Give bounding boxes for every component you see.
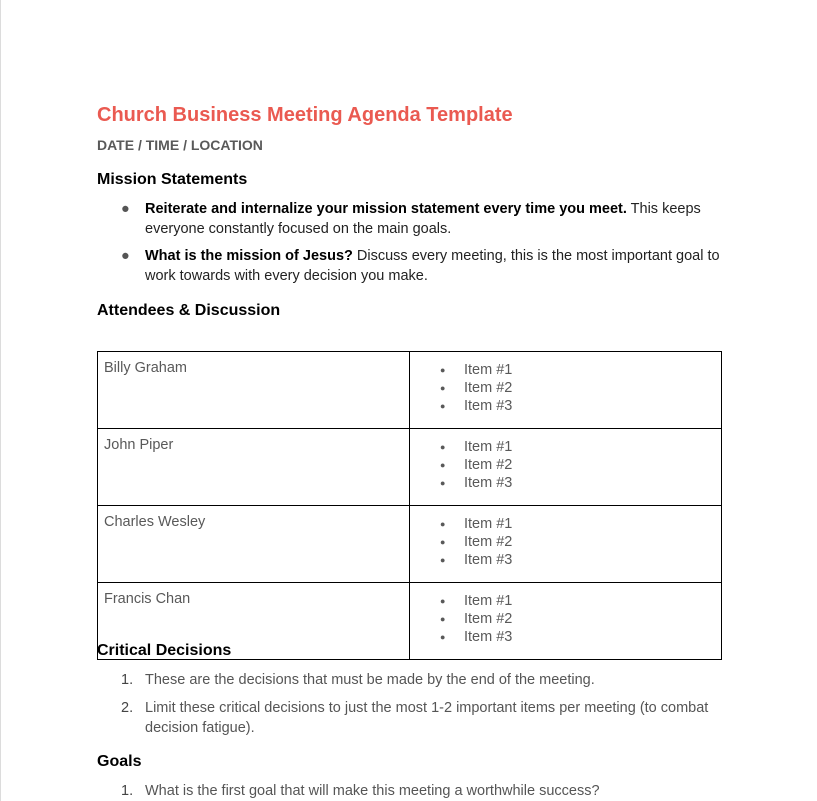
critical-heading: Critical Decisions bbox=[97, 642, 232, 659]
table-row bbox=[98, 429, 722, 506]
list-item: ● Item #1 bbox=[440, 438, 721, 456]
discussion-list bbox=[410, 583, 721, 646]
critical-item-text: These are the decisions that must be made by the end of the meeting. bbox=[145, 672, 595, 688]
list-item: ● Item #2 bbox=[440, 533, 721, 551]
attendee-name: Charles Wesley bbox=[98, 506, 410, 583]
attendees-heading: Attendees & Discussion bbox=[97, 302, 281, 319]
critical-item-text: Limit these critical decisions to just the most 1-2 important items per meeting (to combat decision fatigue). bbox=[145, 700, 709, 736]
attendee-name: Francis Chan bbox=[98, 583, 410, 660]
goal-item-text: What is the first goal that will make this meeting a worthwhile success? bbox=[145, 783, 600, 799]
discussion-cell bbox=[410, 352, 722, 429]
list-number: 2. bbox=[121, 700, 134, 716]
mission-item bbox=[121, 199, 723, 239]
table-row bbox=[98, 506, 722, 583]
list-item: ● Item #2 bbox=[440, 379, 721, 397]
bullet-icon: ● bbox=[121, 201, 130, 217]
mission-item-text: This keeps everyone constantly focused on the main goals. bbox=[145, 201, 701, 237]
bullet-icon: ● bbox=[121, 248, 130, 264]
mission-item-bold: Reiterate and internalize your mission statement every time you meet. bbox=[145, 201, 627, 217]
discussion-cell bbox=[410, 429, 722, 506]
list-item: ● Item #1 bbox=[440, 361, 721, 379]
mission-item-bold: What is the mission of Jesus? bbox=[145, 248, 353, 264]
list-item: ● Item #3 bbox=[440, 397, 721, 415]
discussion-list bbox=[410, 352, 721, 415]
table-row bbox=[98, 352, 722, 429]
list-number: 1. bbox=[121, 783, 134, 799]
list-item: ● Item #3 bbox=[440, 474, 721, 492]
list-item: ● Item #2 bbox=[440, 456, 721, 474]
discussion-cell bbox=[410, 583, 722, 660]
critical-item bbox=[121, 698, 723, 738]
goals-heading: Goals bbox=[97, 753, 142, 770]
page-edge bbox=[0, 0, 1, 801]
mission-item-text: Discuss every meeting, this is the most important goal to work towards with every decision you make. bbox=[145, 248, 720, 284]
list-item: ● Item #3 bbox=[440, 628, 721, 646]
mission-item bbox=[121, 246, 723, 286]
critical-item bbox=[121, 670, 723, 690]
discussion-list bbox=[410, 429, 721, 492]
mission-heading: Mission Statements bbox=[97, 171, 248, 188]
attendees-table bbox=[97, 351, 722, 660]
attendee-name: Billy Graham bbox=[98, 352, 410, 429]
discussion-cell bbox=[410, 506, 722, 583]
list-item: ● Item #1 bbox=[440, 515, 721, 533]
list-number: 1. bbox=[121, 672, 134, 688]
goal-item bbox=[121, 781, 723, 801]
document-title: Church Business Meeting Agenda Template bbox=[97, 104, 513, 126]
document-subtitle: DATE / TIME / LOCATION bbox=[97, 137, 263, 153]
list-item: ● Item #3 bbox=[440, 551, 721, 569]
attendee-name: John Piper bbox=[98, 429, 410, 506]
list-item: ● Item #2 bbox=[440, 610, 721, 628]
discussion-list bbox=[410, 506, 721, 569]
list-item: ● Item #1 bbox=[440, 592, 721, 610]
